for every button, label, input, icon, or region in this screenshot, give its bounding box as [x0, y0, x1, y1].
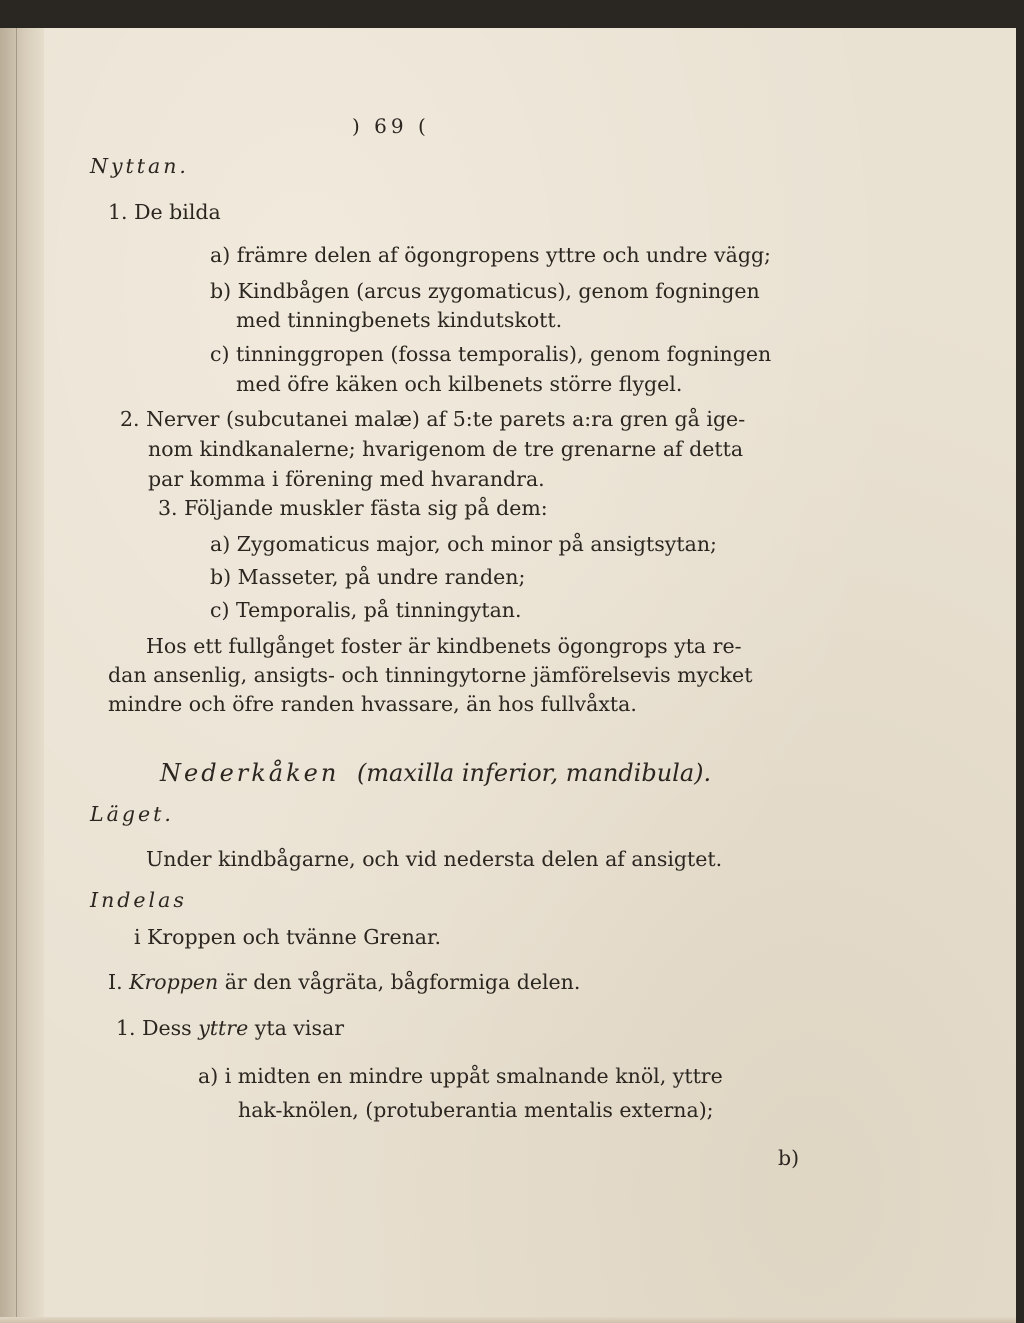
text-line: b) Masseter, på undre randen; [210, 565, 526, 589]
text-line: a) främre delen af ögongropens yttre och undre vägg; [210, 243, 771, 267]
text-line: Under kindbågarne, och vid nedersta delen af ansigtet. [146, 847, 723, 871]
text-line: 2. Nerver (subcutanei malæ) af 5:te parets a:ra gren gå ige- [120, 407, 746, 431]
heading-latin: (maxilla inferior, mandibula). [356, 759, 712, 787]
page-number: ) 69 ( [352, 114, 430, 138]
section-label-indelas: Indelas [90, 888, 187, 912]
text-line: 1. De bilda [108, 200, 221, 224]
text-line: c) tinninggropen (fossa temporalis), genom fogningen [210, 342, 772, 366]
section-label-laget: Läget. [90, 802, 174, 826]
paragraph-line: Hos ett fullgånget foster är kindbenets ögongrops yta re- [146, 634, 742, 658]
text-line: nom kindkanalerne; hvarigenom de tre grenarne af detta [148, 437, 744, 461]
text-line: b) Kindbågen (arcus zygomaticus), genom fogningen [210, 279, 760, 303]
text-line: c) Temporalis, på tinningytan. [210, 598, 522, 622]
text-line: hak-knölen, (protuberantia mentalis externa); [238, 1098, 714, 1122]
section-label-nyttan: Nyttan. [90, 154, 189, 178]
text-line-kroppen [108, 972, 580, 993]
term-yttre: yttre [198, 1016, 249, 1040]
page-bottom-edge [0, 1317, 1016, 1323]
heading-name: Nederkåken [160, 759, 340, 787]
text-fragment: 1. Dess [116, 1016, 192, 1040]
section-number: I. [108, 970, 123, 994]
text-line-dess [116, 1018, 344, 1039]
text-line: 3. Följande muskler fästa sig på dem: [158, 496, 548, 520]
text-line: med tinningbenets kindutskott. [236, 308, 563, 332]
text-line: par komma i förening med hvarandra. [148, 467, 545, 491]
term-kroppen: Kroppen [129, 970, 219, 994]
text-fragment: yta visar [254, 1016, 344, 1040]
page-gutter [0, 28, 44, 1323]
binding-line [16, 28, 17, 1323]
section-heading [160, 761, 711, 785]
text-line: i Kroppen och tvänne Grenar. [134, 925, 442, 949]
catchword: b) [778, 1146, 800, 1170]
text-line: a) Zygomaticus major, och minor på ansigtsytan; [210, 532, 717, 556]
paragraph-line: mindre och öfre randen hvassare, än hos fullvåxta. [108, 692, 637, 716]
paragraph-line: dan ansenlig, ansigts- och tinningytorne jämförelsevis mycket [108, 663, 753, 687]
book-page [0, 28, 1016, 1323]
text-fragment: är den vågräta, bågformiga delen. [224, 970, 581, 994]
text-line: med öfre käken och kilbenets större flygel. [236, 372, 683, 396]
text-line: a) i midten en mindre uppåt smalnande knöl, yttre [198, 1064, 723, 1088]
